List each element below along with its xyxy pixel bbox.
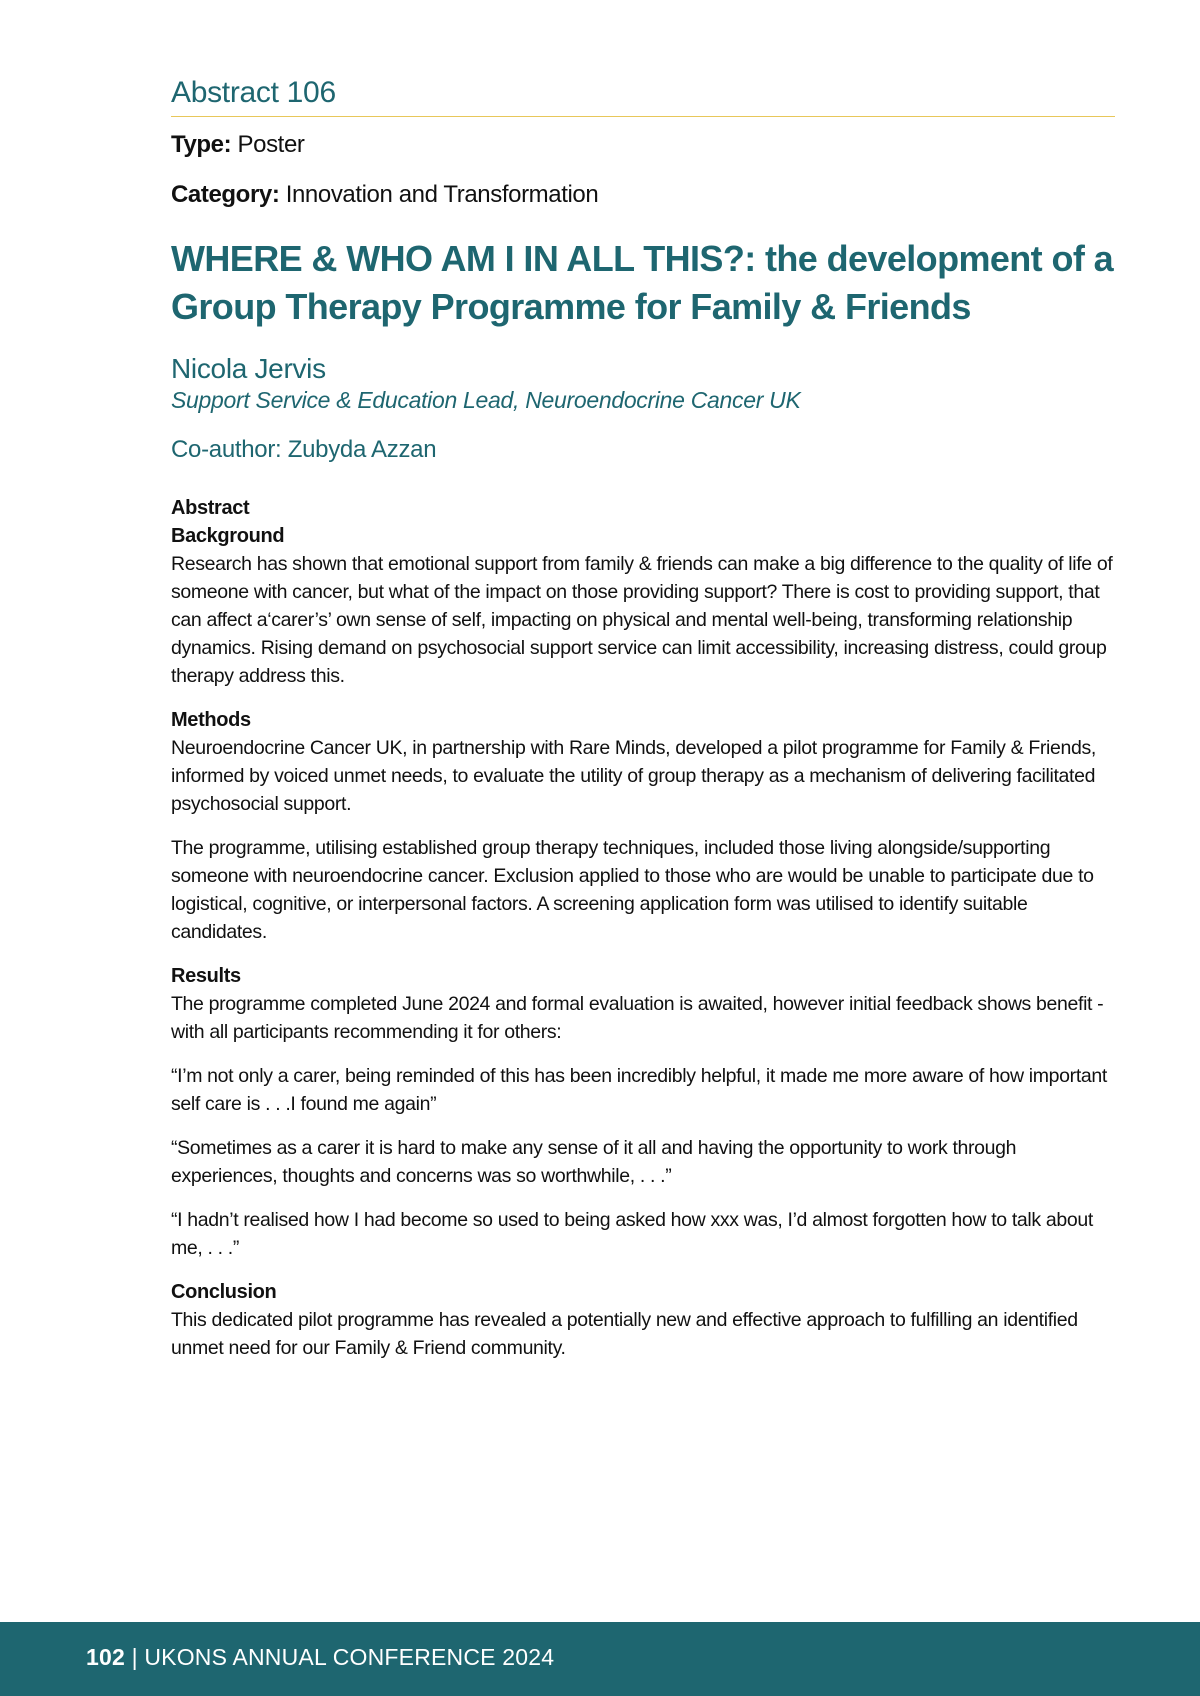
type-label: Type:	[171, 131, 232, 158]
conclusion-heading: Conclusion	[171, 1281, 277, 1303]
methods-section	[171, 706, 1115, 946]
background-paragraph: Research has shown that emotional support from family & friends can make a big difference to the quality of life of someone with cancer, but what of the impact on those providing support? There is cost to providing support, that can affect a‘carer’s’ own sense of self, impacting on physical and mental well-being, transforming relationship dynamics. Rising demand on psychosocial support service can limit accessibility, increasing distress, could group therapy address this.	[171, 553, 1113, 687]
abstract-heading: Abstract	[171, 497, 250, 519]
results-quote: “I’m not only a carer, being reminded of this has been incredibly helpful, it made me more aware of how important self care is . . .I found me again”	[171, 1065, 1107, 1115]
methods-paragraph: Neuroendocrine Cancer UK, in partnership with Rare Minds, developed a pilot programme for Family & Friends, informed by voiced unmet needs, to evaluate the utility of group therapy as a mechanism of delivering facilitated psychosocial support.	[171, 737, 1096, 815]
results-heading: Results	[171, 965, 241, 987]
conclusion-paragraph: This dedicated pilot programme has revealed a potentially new and effective approach to fulfilling an identified unmet need for our Family & Friend community.	[171, 1309, 1078, 1359]
title-line-1: WHERE & WHO AM I IN ALL THIS?: the development of a	[171, 238, 1114, 279]
abstract-body	[171, 494, 1115, 1362]
background-section	[171, 522, 1115, 690]
abstract-title	[171, 235, 1115, 331]
footer-text	[86, 1644, 554, 1671]
results-quote: “Sometimes as a carer it is hard to make any sense of it all and having the opportunity to work through experiences, thoughts and concerns was so worthwhile, . . .”	[171, 1137, 1017, 1187]
conclusion-section	[171, 1278, 1115, 1362]
author-role: Support Service & Education Lead, Neuroendocrine Cancer UK	[171, 387, 801, 413]
title-line-2: Group Therapy Programme for Family & Friends	[171, 286, 971, 327]
methods-heading: Methods	[171, 709, 251, 731]
page-content	[171, 76, 1115, 1362]
methods-paragraph: The programme, utilising established group therapy techniques, included those living alongside/supporting someone with neuroendocrine cancer. Exclusion applied to those who are would be unable to participate due to logistical, cognitive, or interpersonal factors. A screening application form was utilised to identify suitable candidates.	[171, 837, 1094, 943]
page-number: 102	[86, 1644, 125, 1670]
coauthor: Co-author: Zubyda Azzan	[171, 436, 437, 463]
results-quote: “I hadn’t realised how I had become so used to being asked how xxx was, I’d almost forgotten how to talk about me, . . .”	[171, 1209, 1093, 1259]
category-label: Category:	[171, 181, 280, 208]
type-value: Poster	[237, 131, 305, 158]
conference-name: UKONS ANNUAL CONFERENCE 2024	[144, 1644, 555, 1670]
category-line	[171, 181, 1115, 209]
type-line	[171, 131, 1115, 159]
category-value: Innovation and Transformation	[285, 181, 599, 208]
abstract-number: Abstract 106	[171, 76, 1115, 117]
footer-separator: |	[124, 1644, 145, 1670]
page-footer	[0, 1622, 1200, 1696]
results-section	[171, 962, 1115, 1262]
author-name: Nicola Jervis	[171, 353, 326, 384]
background-heading: Background	[171, 525, 285, 547]
results-paragraph: The programme completed June 2024 and formal evaluation is awaited, however initial feedback shows benefit - with all participants recommending it for others:	[171, 993, 1104, 1043]
